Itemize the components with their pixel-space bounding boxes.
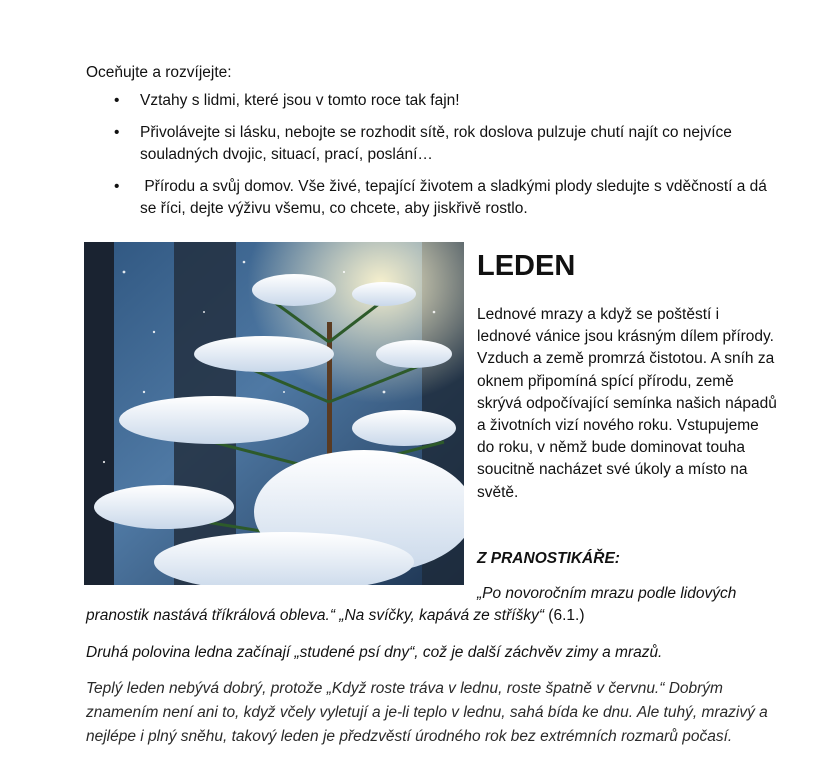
pranostika-paragraph: Teplý leden nebývá dobrý, protože „Když roste tráva v lednu, roste špatně v červnu.“ Dobrým znamením není ani to, když včely vyletují a je-li teplo v lednu, sahá bída ke dnu. Ale tuhý, mrazivý a nejlépe i plný sněhu, takový leden je předzvěstí úrodného rok bez extrémních rozmarů počasí.	[86, 680, 768, 745]
intro-section	[86, 62, 786, 230]
list-item-text: Přivolávejte si lásku, nebojte se rozhodit sítě, rok doslova pulzuje chutí najít co nejvíce souladných dvojic, situací, prací, poslání…	[140, 124, 732, 163]
intro-bullet-list	[86, 90, 786, 220]
snowy-fir-branch-photo	[84, 242, 464, 585]
pranostika-quote: „Po novoročním mrazu podle lidových pranostik nastává tříkrálová obleva.“ „Na svíčky, kapává ze stříšky“	[86, 585, 737, 624]
intro-lead: Oceňujte a rozvíjejte:	[86, 64, 232, 81]
month-title: LEDEN	[477, 250, 576, 282]
month-description: Lednové mrazy a když se poštěstí i lednové vánice jsou krásným dílem přírody. Vzduch a země promrzá čistotou. A sníh za oknem připomíná spící přírodu, země skrývá odpočívající semínka našich nápadů a životních vizí nového roku. Vstupujeme do roku, v němž bude dominovat touha soucitně nacházet své úkoly a místo na světě.	[477, 306, 777, 501]
bullet-icon: •	[114, 92, 120, 109]
pranostika-heading: Z PRANOSTIKÁŘE:	[477, 550, 620, 567]
bullet-icon: •	[114, 178, 120, 195]
pranostika-paragraph	[86, 583, 786, 627]
list-item	[86, 122, 786, 166]
list-item-text: Přírodu a svůj domov. Vše živé, tepající životem a sladkými plody sledujte s vděčností a dá se říci, dejte výživu všemu, co chcete, aby jiskřivě rostlo.	[140, 178, 772, 217]
bullet-icon: •	[114, 124, 120, 141]
pranostika-date: (6.1.)	[544, 607, 585, 624]
list-item	[86, 176, 786, 220]
list-item-text: Vztahy s lidmi, které jsou v tomto roce tak fajn!	[140, 92, 460, 109]
list-item	[86, 90, 786, 112]
pranostika-paragraph: Druhá polovina ledna začínají „studené psí dny“, což je další záchvěv zimy a mrazů.	[86, 644, 663, 661]
